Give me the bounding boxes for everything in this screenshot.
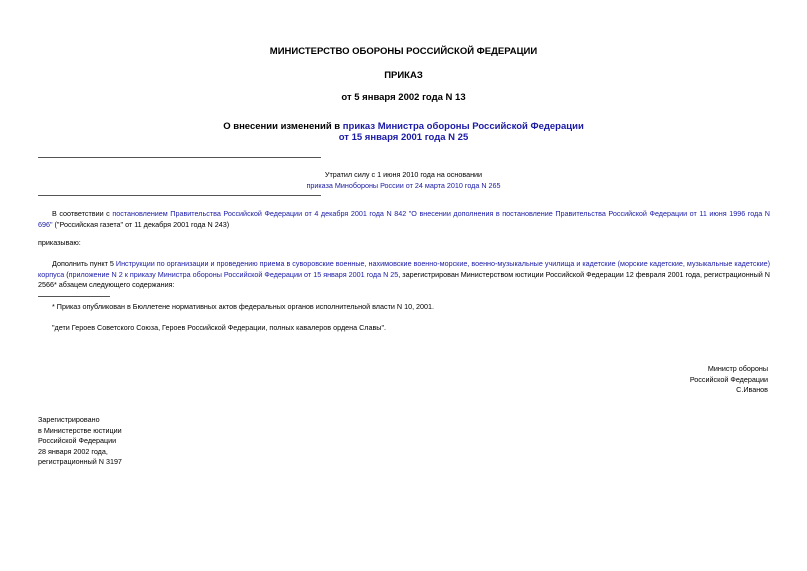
order-word: приказываю:	[38, 238, 81, 247]
registration-line5: регистрационный N 3197	[38, 457, 122, 466]
doc-type-heading: ПРИКАЗ	[384, 70, 423, 81]
validity-note: Утратил силу с 1 июня 2010 года на основании	[324, 170, 483, 179]
registration-line4: 28 января 2002 года,	[38, 446, 108, 456]
title-link-line2[interactable]: от 15 января 2001 года N 25	[338, 132, 469, 143]
paragraph-amendment	[38, 259, 770, 291]
paragraph-basis-text1: В соответствии с	[52, 209, 113, 218]
registration-line3: Российской Федерации	[38, 436, 117, 445]
registration-line2: в Министерстве юстиции	[38, 425, 122, 435]
divider-top	[38, 157, 321, 158]
title-link-line1[interactable]: приказ Министра обороны Российской Федерации	[342, 121, 584, 132]
signature-block	[690, 364, 768, 396]
ministry-heading: МИНИСТЕРСТВО ОБОРОНЫ РОССИЙСКОЙ ФЕДЕРАЦИИ	[269, 46, 538, 57]
paragraph-amendment-text2: (	[64, 269, 69, 279]
paragraph-amendment-text1: Дополнить пункт 5	[52, 259, 116, 268]
signature-position: Министр обороны	[707, 364, 768, 373]
date-number-heading: от 5 января 2002 года N 13	[341, 92, 466, 103]
signature-name: С.Иванов	[736, 385, 768, 394]
validity-link[interactable]: приказа Минобороны России от 24 марта 2010 года N 265	[306, 181, 501, 190]
signature-country: Российской Федерации	[689, 374, 768, 384]
title-prefix: О внесении изменений в	[223, 121, 343, 132]
footnote: * Приказ опубликован в Бюллетене нормативных актов федеральных органов исполнительной власти N 10, 2001.	[52, 302, 435, 311]
quoted-addition: "дети Героев Советского Союза, Героев Российской Федерации, полных кавалеров ордена Славы".	[52, 323, 387, 332]
paragraph-basis	[38, 209, 770, 230]
instruction-link[interactable]: Инструкции по организации и проведению приема в суворовские военные, нахимовские военно-морские, военно-музыкальные училища и кадетские (морские кадетские, музыкальные кадетские) корпуса	[38, 259, 770, 279]
paragraph-basis-link[interactable]: постановлением Правительства Российской Федерации от 4 декабря 2001 года N 842 "О внесении дополнения в постановление Правительства Российской Федерации от 11 июня 1996 года N 696"	[38, 209, 770, 229]
divider-bottom	[38, 195, 321, 196]
document-title-line2	[0, 132, 807, 143]
footnote-divider	[38, 296, 110, 297]
registration-line1: Зарегистрировано	[38, 415, 100, 424]
registration-block	[38, 415, 122, 468]
document-title	[0, 121, 807, 132]
validity-link-line	[0, 181, 807, 192]
paragraph-amendment-text3: , зарегистрирован Министерством юстиции Российской Федерации 12 февраля 2001 года, регистрационный N 2566* абзацем следующего содержания:	[38, 269, 771, 289]
paragraph-basis-text2: ("Российская газета" от 11 декабря 2001 года N 243)	[52, 219, 230, 229]
appendix-link[interactable]: приложение N 2 к приказу Министра обороны Российской Федерации от 15 января 2001 года N 25	[68, 269, 399, 279]
